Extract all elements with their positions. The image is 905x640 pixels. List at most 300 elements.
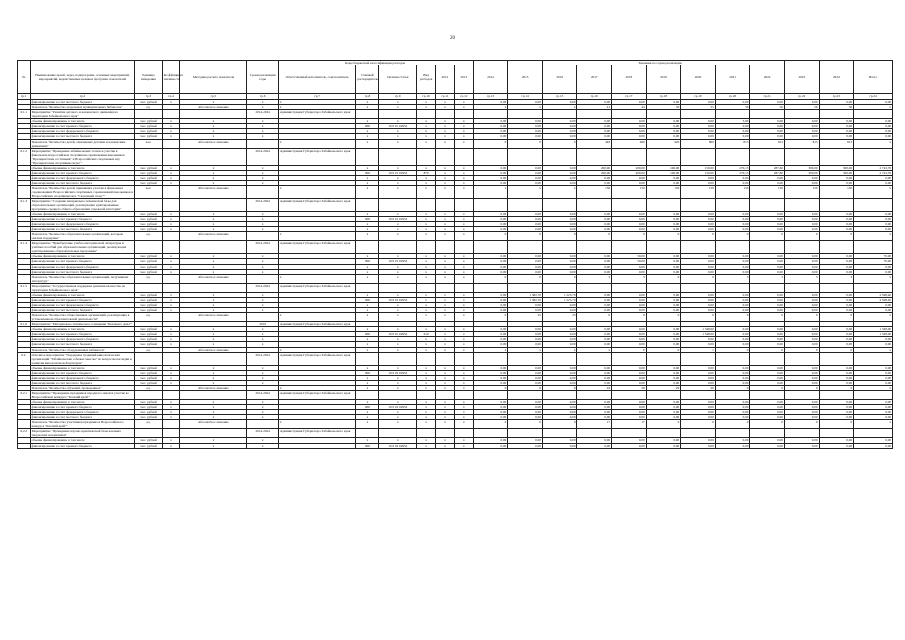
table-cell (180, 241, 247, 254)
table-cell: 0 (715, 232, 750, 241)
table-cell: 0,00 (508, 217, 543, 222)
table-cell (784, 241, 819, 254)
table-cell: 0,00 (646, 254, 681, 259)
table-cell: х (180, 254, 247, 259)
header-cell: 2014 (473, 61, 508, 94)
table-cell: ед. (135, 105, 162, 110)
table-cell (417, 198, 436, 211)
table-cell: х (180, 269, 247, 274)
table-cell: 1 348,00 (681, 332, 716, 337)
table-cell: 813 (784, 139, 819, 148)
table-cell (508, 241, 543, 254)
table-cell: х (854, 313, 893, 322)
table-cell: 0,00 (784, 443, 819, 448)
table-cell: 0,00 (854, 400, 893, 405)
table-cell: 0,00 (577, 337, 612, 342)
table-cell: 70,00 (854, 254, 893, 259)
table-cell: 17 (612, 420, 647, 429)
table-cell: 0,00 (784, 269, 819, 274)
table-cell (473, 148, 508, 165)
table-cell: 0,00 (646, 302, 681, 307)
table-cell: х (417, 165, 436, 170)
table-cell: 0,00 (819, 342, 854, 347)
table-cell (819, 148, 854, 165)
row-name-cell: Показатель "Количество модельных муниципальных библиотек" (30, 105, 135, 110)
table-cell: х (436, 274, 455, 283)
table-cell (180, 198, 247, 211)
table-cell: 0,00 (473, 227, 508, 232)
table-cell: х (854, 139, 893, 148)
table-cell (436, 241, 455, 254)
table-cell: х (180, 217, 247, 222)
table-cell: х (436, 405, 455, 410)
table-cell (436, 283, 455, 292)
table-cell: х (180, 175, 247, 180)
table-cell: х (436, 165, 455, 170)
row-name-cell: финансирование за счет федерального бюджета (30, 264, 135, 269)
table-cell: 0,00 (681, 100, 716, 105)
table-cell: 0,00 (612, 438, 647, 443)
table-cell: 1 348,00 (854, 332, 893, 337)
table-cell: х (436, 297, 455, 302)
table-cell: х (356, 134, 379, 139)
table-cell: х (417, 134, 436, 139)
row-name-cell: Показатель "Количество образовательных организаций, которым оказана поддержка" (30, 232, 135, 241)
table-cell: 19 6 02 02952 (379, 443, 417, 448)
table-cell (784, 198, 819, 211)
row-name-cell: финансирование за счет краевого бюджета (30, 297, 135, 302)
table-cell: 0,00 (750, 222, 785, 227)
table-cell: 0 (612, 232, 647, 241)
table-cell: 0,00 (542, 170, 577, 175)
table-cell: 0,00 (681, 222, 716, 227)
table-cell: 0,00 (646, 337, 681, 342)
table-cell: 0,00 (612, 129, 647, 134)
table-cell: 0,00 (473, 405, 508, 410)
row-name-cell: объемы финансирования, в том числе (30, 119, 135, 124)
table-cell: 006 (356, 170, 379, 175)
table-cell: 150,00 (681, 165, 716, 170)
table-cell: 56 (750, 105, 785, 110)
table-cell: х (436, 342, 455, 347)
table-cell: 0,00 (854, 134, 893, 139)
table-cell: 0,00 (542, 415, 577, 420)
column-number-cell: гр.22 (784, 94, 819, 100)
table-cell: х (162, 227, 180, 232)
table-cell: х (278, 386, 356, 391)
table-cell (542, 391, 577, 400)
table-cell: х (436, 264, 455, 269)
table-cell (715, 241, 750, 254)
table-cell: х (417, 254, 436, 259)
table-cell: х (454, 342, 473, 347)
table-cell: х (454, 129, 473, 134)
table-cell: х (417, 438, 436, 443)
table-cell: х (436, 307, 455, 312)
row-number-cell (18, 443, 31, 448)
table-cell: чел. (135, 185, 162, 198)
table-cell (162, 274, 180, 283)
table-cell: х (454, 259, 473, 264)
table-cell: 0,00 (473, 342, 508, 347)
table-cell: х (417, 380, 436, 385)
table-cell: 0,00 (612, 443, 647, 448)
table-cell: х (417, 297, 436, 302)
table-cell: 50 (646, 105, 681, 110)
table-cell: 0,00 (715, 380, 750, 385)
table-cell (417, 148, 436, 165)
table-cell: х (379, 420, 417, 429)
table-cell: ед. (135, 386, 162, 391)
table-cell (854, 148, 893, 165)
table-cell: 0,00 (508, 438, 543, 443)
table-cell: х (162, 264, 180, 269)
table-cell: 0,00 (784, 438, 819, 443)
table-cell: х (379, 307, 417, 312)
table-cell: тыс. рублей (135, 254, 162, 259)
row-name-cell: Мероприятие "Приобретение учебно-методической литературы и учебных пособий для образовательных организаций, реализующих адаптированные образовательные программы" (30, 241, 135, 254)
table-cell: 0,00 (612, 297, 647, 302)
table-cell: 0,00 (854, 264, 893, 269)
table-cell (180, 352, 247, 365)
table-cell: х (454, 227, 473, 232)
table-cell: х (379, 380, 417, 385)
table-cell: х (356, 105, 379, 110)
table-cell: 0,00 (646, 365, 681, 370)
column-number-cell: гр.16 (577, 94, 612, 100)
table-cell: 0,00 (784, 342, 819, 347)
table-body (18, 94, 893, 449)
table-cell: 0,00 (473, 438, 508, 443)
row-number-cell (18, 139, 31, 148)
table-cell: тыс. рублей (135, 129, 162, 134)
row-name-cell: финансирование за счет местного бюджета (30, 415, 135, 420)
table-cell: 0,00 (681, 443, 716, 448)
table-cell: х (379, 337, 417, 342)
table-cell: х (436, 386, 455, 391)
table-cell: х (356, 264, 379, 269)
row-name-cell: финансирование за счет краевого бюджета (30, 332, 135, 337)
table-cell (135, 110, 162, 119)
table-cell: х (162, 292, 180, 297)
table-cell: х (436, 211, 455, 216)
table-cell: х (247, 327, 278, 332)
table-cell: х (436, 105, 455, 110)
row-name-cell: Мероприятие "Государственная поддержка развития казачества на территории Забайкальского края" (30, 283, 135, 292)
table-cell: 0,00 (473, 211, 508, 216)
table-cell: х (417, 337, 436, 342)
header-cell: Методика расчета показателя (180, 61, 247, 94)
table-cell: 0,00 (542, 269, 577, 274)
table-cell: 200,00 (612, 170, 647, 175)
table-cell: 006 (356, 297, 379, 302)
table-cell: х (379, 232, 417, 241)
table-cell: х (417, 175, 436, 180)
column-number-cell: гр.18 (646, 94, 681, 100)
table-cell (454, 241, 473, 254)
table-cell (612, 241, 647, 254)
table-cell: х (379, 386, 417, 391)
table-cell (612, 429, 647, 438)
table-cell: 0,00 (750, 307, 785, 312)
table-cell: 0,00 (681, 134, 716, 139)
table-cell: 0,00 (508, 415, 543, 420)
table-cell: 0,00 (542, 211, 577, 216)
table-cell: 0,00 (750, 175, 785, 180)
table-cell: х (379, 222, 417, 227)
table-cell: 0,00 (542, 134, 577, 139)
table-cell: 0,00 (508, 175, 543, 180)
table-cell (819, 283, 854, 292)
table-cell: 0,00 (715, 337, 750, 342)
table-cell: 0,00 (508, 375, 543, 380)
table-cell: х (247, 297, 278, 302)
table-cell (162, 313, 180, 322)
table-cell: х (542, 347, 577, 352)
table-cell: х (180, 410, 247, 415)
table-cell: 200,00 (577, 165, 612, 170)
table-cell: 0,00 (750, 337, 785, 342)
table-cell: 0,00 (854, 405, 893, 410)
table-cell: 0,00 (819, 264, 854, 269)
table-cell: ед. (135, 347, 162, 352)
table-cell (750, 429, 785, 438)
table-cell: х (356, 438, 379, 443)
table-cell (356, 352, 379, 365)
table-cell (436, 352, 455, 365)
row-name-cell: Мероприятие "Развитие детского и юношеского движения на территории Забайкальского края" (30, 110, 135, 119)
column-number-cell: гр.13 (473, 94, 508, 100)
table-cell: 0,00 (715, 365, 750, 370)
table-cell (612, 148, 647, 165)
table-cell: 0,00 (646, 297, 681, 302)
table-cell: Абсолютное значение (180, 139, 247, 148)
table-cell: 0,00 (750, 302, 785, 307)
table-cell (646, 352, 681, 365)
table-cell: 0,00 (577, 134, 612, 139)
row-name-cell: финансирование за счет местного бюджета (30, 342, 135, 347)
table-cell: 0,00 (750, 342, 785, 347)
table-cell: х (162, 365, 180, 370)
table-cell: 0 (473, 386, 508, 391)
table-cell (454, 148, 473, 165)
table-cell: 0,00 (473, 217, 508, 222)
table-cell: х (356, 180, 379, 185)
table-cell: 0,00 (577, 375, 612, 380)
table-cell: 0,00 (473, 165, 508, 170)
row-name-cell: финансирование за счет федерального бюджета (30, 410, 135, 415)
table-cell: 2014-2024 (247, 283, 278, 292)
table-cell (715, 148, 750, 165)
table-cell: 0,00 (750, 134, 785, 139)
table-cell: х (454, 313, 473, 322)
table-cell: х (436, 222, 455, 227)
row-name-cell: финансирование за счет местного бюджета (30, 180, 135, 185)
table-cell: х (454, 420, 473, 429)
table-cell: Абсолютное значение (180, 232, 247, 241)
table-cell: 0 (473, 232, 508, 241)
table-cell: х (417, 264, 436, 269)
table-cell: 0,00 (819, 297, 854, 302)
table-cell: 0,00 (784, 415, 819, 420)
table-cell: 0,00 (715, 175, 750, 180)
table-cell: х (356, 100, 379, 105)
table-cell: 0,00 (612, 332, 647, 337)
row-name-cell: объемы финансирования, в том числе (30, 292, 135, 297)
table-cell: тыс. рублей (135, 170, 162, 175)
table-cell: х (436, 375, 455, 380)
row-number-cell (18, 274, 31, 283)
table-cell (681, 110, 716, 119)
table-cell: х (436, 438, 455, 443)
table-cell: х (278, 274, 356, 283)
table-cell: х (379, 227, 417, 232)
table-cell: х (162, 129, 180, 134)
table-cell: х (417, 259, 436, 264)
row-number-cell: 6.2. (18, 352, 31, 365)
table-cell: 0,00 (542, 307, 577, 312)
table-cell (508, 352, 543, 365)
table-cell: 0,00 (542, 380, 577, 385)
table-cell: Абсолютное значение (180, 185, 247, 198)
table-cell: 0,00 (715, 342, 750, 347)
header-cell: 2015 (508, 61, 543, 94)
table-cell: х (180, 327, 247, 332)
table-cell: тыс. рублей (135, 443, 162, 448)
table-cell: 0,00 (612, 222, 647, 227)
table-cell (819, 241, 854, 254)
table-cell (715, 283, 750, 292)
table-cell: х (247, 165, 278, 170)
table-cell (162, 283, 180, 292)
table-cell: 0 (508, 232, 543, 241)
table-cell: 2014-2024 (247, 352, 278, 365)
table-cell: х (162, 327, 180, 332)
table-cell: х (436, 327, 455, 332)
row-name-cell: Показатель "Количество образовательных организаций, получивших литературу" (30, 274, 135, 283)
table-cell (379, 283, 417, 292)
table-cell: 19 6 01 02952 (379, 297, 417, 302)
column-number-cell: гр.11 (436, 94, 455, 100)
table-cell: 0,00 (646, 222, 681, 227)
table-cell: х (854, 386, 893, 391)
table-cell: 0,00 (542, 124, 577, 129)
table-cell: 0,00 (612, 227, 647, 232)
table-cell: х (162, 217, 180, 222)
table-cell: х (379, 254, 417, 259)
table-cell: х (454, 134, 473, 139)
table-cell: ед. (135, 232, 162, 241)
table-cell: 0,00 (577, 124, 612, 129)
header-cell: 2022 (750, 61, 785, 94)
table-cell: 0,00 (819, 302, 854, 307)
table-cell: 0,00 (681, 119, 716, 124)
table-cell: ед. (135, 420, 162, 429)
table-cell: х (180, 100, 247, 105)
table-cell: х (454, 405, 473, 410)
table-cell (577, 352, 612, 365)
table-cell: х (247, 380, 278, 385)
table-cell: х (356, 211, 379, 216)
table-cell: 0,00 (542, 227, 577, 232)
table-cell: 0,00 (784, 327, 819, 332)
table-cell: 0,00 (784, 400, 819, 405)
table-cell: тыс. рублей (135, 259, 162, 264)
table-cell: чел. (135, 139, 162, 148)
table-cell (542, 429, 577, 438)
table-cell: 0,00 (819, 380, 854, 385)
table-cell (577, 429, 612, 438)
table-cell: тыс. рублей (135, 180, 162, 185)
table-cell: х (436, 313, 455, 322)
table-cell: х (247, 180, 278, 185)
table-cell: х (417, 443, 436, 448)
table-cell: 0,00 (681, 211, 716, 216)
table-cell: х (454, 332, 473, 337)
table-cell: 0 (784, 232, 819, 241)
table-cell (379, 241, 417, 254)
table-cell: х (417, 386, 436, 391)
table-cell: х (417, 327, 436, 332)
table-cell: х (379, 302, 417, 307)
table-cell: х (379, 400, 417, 405)
table-cell: 0,00 (819, 438, 854, 443)
table-cell: 0,00 (681, 410, 716, 415)
table-cell: х (247, 405, 278, 410)
table-cell: х (454, 380, 473, 385)
table-cell (508, 429, 543, 438)
table-cell: 0,00 (508, 129, 543, 134)
row-name-cell: объемы финансирования, в том числе (30, 438, 135, 443)
table-cell: 006 (356, 124, 379, 129)
table-cell: х (454, 292, 473, 297)
table-cell: х (379, 100, 417, 105)
table-cell: х (356, 175, 379, 180)
table-cell: х (417, 307, 436, 312)
table-cell: х (854, 232, 893, 241)
table-cell: х (379, 264, 417, 269)
header-cell: Целевая статья (379, 61, 417, 94)
header-cell: Сроки реализации годы (247, 61, 278, 94)
table-cell: 0,00 (542, 375, 577, 380)
table-cell (750, 352, 785, 365)
table-cell (508, 110, 543, 119)
table-cell: 0,00 (646, 307, 681, 312)
table-cell: х (508, 347, 543, 352)
table-cell (646, 391, 681, 400)
table-cell: 0,00 (577, 222, 612, 227)
table-cell: х (417, 405, 436, 410)
table-cell (162, 420, 180, 429)
table-cell: 3 (577, 274, 612, 283)
table-cell: х (454, 105, 473, 110)
table-cell: 0,00 (715, 405, 750, 410)
table-cell: х (436, 119, 455, 124)
table-cell: х (379, 327, 417, 332)
table-cell (162, 232, 180, 241)
row-name-cell: Показатель "Количество обучений, проведенных" (30, 386, 135, 391)
table-cell: 50,00 (612, 254, 647, 259)
table-cell: х (180, 227, 247, 232)
table-cell: 0,00 (473, 119, 508, 124)
table-cell: х (247, 292, 278, 297)
table-cell: 0,00 (646, 264, 681, 269)
table-cell: х (379, 175, 417, 180)
table-cell (436, 391, 455, 400)
table-cell (612, 110, 647, 119)
table-cell: х (417, 420, 436, 429)
table-cell: х (247, 307, 278, 312)
